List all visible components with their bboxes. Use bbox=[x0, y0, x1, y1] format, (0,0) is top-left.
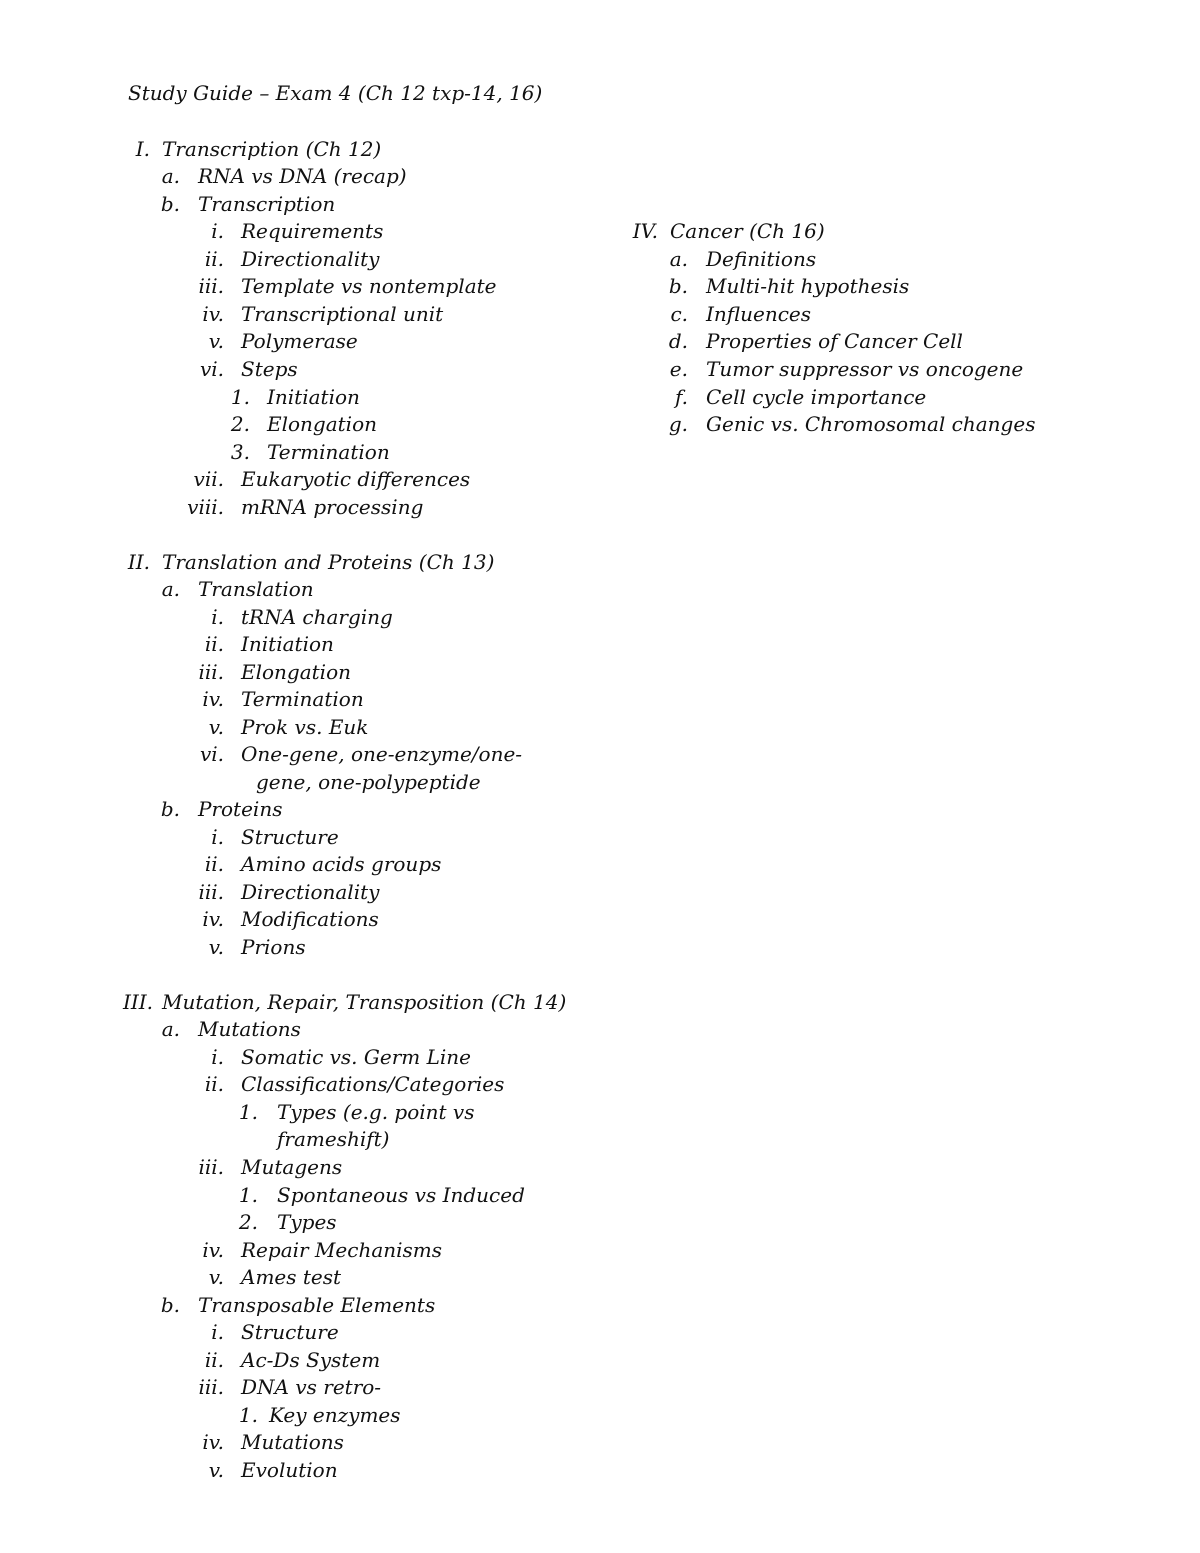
outline-text: Elongation bbox=[241, 660, 351, 684]
outline-text: Proteins bbox=[198, 797, 283, 821]
outline-item bbox=[0, 851, 1200, 878]
outline-marker: i. bbox=[211, 605, 224, 629]
outline-marker: f. bbox=[674, 385, 688, 409]
outline-sub-item bbox=[0, 1099, 1200, 1126]
outline-text: Mutagens bbox=[241, 1155, 343, 1179]
outline-item bbox=[0, 906, 1200, 933]
outline-marker: b. bbox=[160, 192, 180, 216]
outline-text: Spontaneous vs Induced bbox=[277, 1183, 525, 1207]
outline-item-continuation bbox=[0, 1126, 1200, 1153]
outline-marker: iii. bbox=[198, 1375, 224, 1399]
outline-item bbox=[0, 714, 1200, 741]
outline-subsection bbox=[0, 1016, 1200, 1043]
outline-item bbox=[0, 741, 1200, 768]
outline-text: Transcriptional unit bbox=[241, 302, 444, 326]
outline-marker: ii. bbox=[204, 1072, 224, 1096]
outline-marker: a. bbox=[669, 247, 688, 271]
outline-item bbox=[0, 1264, 1200, 1291]
outline-text: Polymerase bbox=[241, 329, 358, 353]
document-title: Study Guide – Exam 4 (Ch 12 txp-14, 16) bbox=[128, 81, 543, 105]
outline-text: Amino acids groups bbox=[241, 852, 442, 876]
outline-text: Repair Mechanisms bbox=[241, 1238, 443, 1262]
outline-marker: g. bbox=[668, 412, 688, 436]
outline-item-continuation bbox=[0, 769, 1200, 796]
outline-marker: 1. bbox=[238, 1100, 258, 1124]
outline-text: Transposable Elements bbox=[198, 1293, 436, 1317]
outline-subsection bbox=[0, 328, 1200, 355]
outline-section-heading bbox=[0, 218, 1200, 245]
outline-subsection bbox=[0, 356, 1200, 383]
outline-item bbox=[0, 604, 1200, 631]
outline-text: Initiation bbox=[241, 632, 334, 656]
outline-text: Mutations bbox=[241, 1430, 344, 1454]
outline-marker: 1. bbox=[230, 385, 250, 409]
outline-item bbox=[0, 1154, 1200, 1181]
outline-text: Tumor suppressor vs oncogene bbox=[706, 357, 1024, 381]
outline-text: Mutations bbox=[198, 1017, 301, 1041]
outline-marker: I. bbox=[135, 137, 150, 161]
outline-marker: II. bbox=[127, 550, 150, 574]
outline-sub-item bbox=[0, 439, 1200, 466]
outline-marker: e. bbox=[669, 357, 688, 381]
outline-text: Prions bbox=[241, 935, 306, 959]
outline-text: Multi-hit hypothesis bbox=[706, 274, 910, 298]
outline-continuation-text: frameshift) bbox=[277, 1127, 390, 1151]
outline-section-heading bbox=[0, 989, 1200, 1016]
outline-text: Structure bbox=[241, 1320, 339, 1344]
outline-subsection bbox=[0, 273, 1200, 300]
outline-section-heading bbox=[0, 136, 1200, 163]
outline-text: Types bbox=[277, 1210, 337, 1234]
outline-item bbox=[0, 494, 1200, 521]
outline-marker: vii. bbox=[193, 467, 224, 491]
outline-marker: IV. bbox=[632, 219, 658, 243]
outline-text: Somatic vs. Germ Line bbox=[241, 1045, 471, 1069]
outline-marker: a. bbox=[161, 164, 180, 188]
outline-marker: i. bbox=[211, 219, 224, 243]
outline-text: Key enzymes bbox=[269, 1403, 401, 1427]
outline-text: Evolution bbox=[241, 1458, 338, 1482]
outline-item bbox=[0, 1374, 1200, 1401]
outline-marker: ii. bbox=[204, 852, 224, 876]
outline-marker: a. bbox=[161, 1017, 180, 1041]
outline-item bbox=[0, 1429, 1200, 1456]
outline-item bbox=[0, 466, 1200, 493]
outline-text: Mutation, Repair, Transposition (Ch 14) bbox=[162, 990, 567, 1014]
outline-marker: iv. bbox=[202, 687, 224, 711]
outline-subsection bbox=[0, 246, 1200, 273]
outline-text: Transcription bbox=[198, 192, 336, 216]
outline-marker: vi. bbox=[199, 742, 224, 766]
outline-text: Genic vs. Chromosomal changes bbox=[706, 412, 1036, 436]
outline-item bbox=[0, 879, 1200, 906]
outline-item bbox=[0, 1319, 1200, 1346]
outline-marker: viii. bbox=[187, 495, 224, 519]
outline-text: Requirements bbox=[241, 219, 384, 243]
outline-text: Cancer (Ch 16) bbox=[670, 219, 825, 243]
outline-text: One-gene, one-enzyme/one- bbox=[241, 742, 523, 766]
outline-subsection bbox=[0, 411, 1200, 438]
outline-text: DNA vs retro- bbox=[241, 1375, 382, 1399]
outline-subsection bbox=[0, 163, 1200, 190]
outline-text: Modifications bbox=[241, 907, 379, 931]
outline-marker: ii. bbox=[204, 247, 224, 271]
outline-marker: b. bbox=[160, 1293, 180, 1317]
outline-text: Types (e.g. point vs bbox=[277, 1100, 475, 1124]
outline-text: Prok vs. Euk bbox=[241, 715, 369, 739]
outline-marker: 2. bbox=[238, 1210, 258, 1234]
outline-text: Directionality bbox=[241, 247, 380, 271]
outline-marker: iv. bbox=[202, 1430, 224, 1454]
outline-continuation-text: gene, one-polypeptide bbox=[256, 770, 481, 794]
outline-marker: v. bbox=[208, 1265, 224, 1289]
outline-text: RNA vs DNA (recap) bbox=[198, 164, 407, 188]
outline-item bbox=[0, 659, 1200, 686]
outline-text: Eukaryotic differences bbox=[241, 467, 471, 491]
outline-sub-item bbox=[0, 1209, 1200, 1236]
outline-marker: v. bbox=[208, 715, 224, 739]
outline-subsection bbox=[0, 301, 1200, 328]
outline-marker: iii. bbox=[198, 660, 224, 684]
outline-item bbox=[0, 1347, 1200, 1374]
outline-subsection bbox=[0, 1292, 1200, 1319]
outline-item bbox=[0, 1457, 1200, 1484]
outline-marker: v. bbox=[208, 935, 224, 959]
outline-text: Classifications/Categories bbox=[241, 1072, 505, 1096]
outline-marker: vi. bbox=[199, 357, 224, 381]
outline-item bbox=[0, 1044, 1200, 1071]
outline-marker: ii. bbox=[204, 632, 224, 656]
outline-marker: 1. bbox=[238, 1183, 258, 1207]
outline-text: Properties of Cancer Cell bbox=[706, 329, 963, 353]
outline-text: Ac-Ds System bbox=[241, 1348, 381, 1372]
outline-text: Elongation bbox=[267, 412, 377, 436]
outline-section-heading bbox=[0, 549, 1200, 576]
outline-text: Definitions bbox=[706, 247, 817, 271]
outline-text: Influences bbox=[706, 302, 812, 326]
outline-marker: v. bbox=[208, 1458, 224, 1482]
outline-subsection bbox=[0, 191, 1200, 218]
outline-marker: c. bbox=[670, 302, 688, 326]
outline-text: Translation bbox=[198, 577, 314, 601]
outline-text: Template vs nontemplate bbox=[241, 274, 497, 298]
outline-marker: 1. bbox=[238, 1403, 258, 1427]
outline-marker: i. bbox=[211, 825, 224, 849]
outline-text: Translation and Proteins (Ch 13) bbox=[162, 550, 495, 574]
outline-sub-item bbox=[0, 1402, 1200, 1429]
outline-item bbox=[0, 824, 1200, 851]
outline-text: Termination bbox=[241, 687, 364, 711]
outline-marker: iv. bbox=[202, 1238, 224, 1262]
outline-sub-item bbox=[0, 1182, 1200, 1209]
outline-item bbox=[0, 686, 1200, 713]
outline-subsection bbox=[0, 576, 1200, 603]
outline-subsection bbox=[0, 384, 1200, 411]
outline-text: Cell cycle importance bbox=[706, 385, 927, 409]
outline-marker: b. bbox=[160, 797, 180, 821]
outline-item bbox=[0, 1237, 1200, 1264]
outline-text: Initiation bbox=[267, 385, 360, 409]
outline-text: Transcription (Ch 12) bbox=[162, 137, 382, 161]
outline-item bbox=[0, 631, 1200, 658]
outline-marker: ii. bbox=[204, 1348, 224, 1372]
outline-marker: iii. bbox=[198, 274, 224, 298]
outline-text: Directionality bbox=[241, 880, 380, 904]
outline-marker: i. bbox=[211, 1320, 224, 1344]
outline-marker: iv. bbox=[202, 907, 224, 931]
outline-text: Termination bbox=[267, 440, 390, 464]
outline-marker: v. bbox=[208, 329, 224, 353]
outline-marker: III. bbox=[122, 990, 153, 1014]
outline-marker: iv. bbox=[202, 302, 224, 326]
outline-marker: b. bbox=[668, 274, 688, 298]
outline-marker: iii. bbox=[198, 880, 224, 904]
outline-text: tRNA charging bbox=[241, 605, 393, 629]
outline-subsection bbox=[0, 796, 1200, 823]
outline-marker: 3. bbox=[230, 440, 250, 464]
outline-text: Steps bbox=[241, 357, 298, 381]
outline-marker: d. bbox=[668, 329, 688, 353]
outline-text: mRNA processing bbox=[241, 495, 424, 519]
outline-item bbox=[0, 1071, 1200, 1098]
outline-marker: i. bbox=[211, 1045, 224, 1069]
outline-item bbox=[0, 934, 1200, 961]
outline-marker: iii. bbox=[198, 1155, 224, 1179]
outline-text: Structure bbox=[241, 825, 339, 849]
outline-text: Ames test bbox=[241, 1265, 342, 1289]
outline-marker: a. bbox=[161, 577, 180, 601]
outline-marker: 2. bbox=[230, 412, 250, 436]
